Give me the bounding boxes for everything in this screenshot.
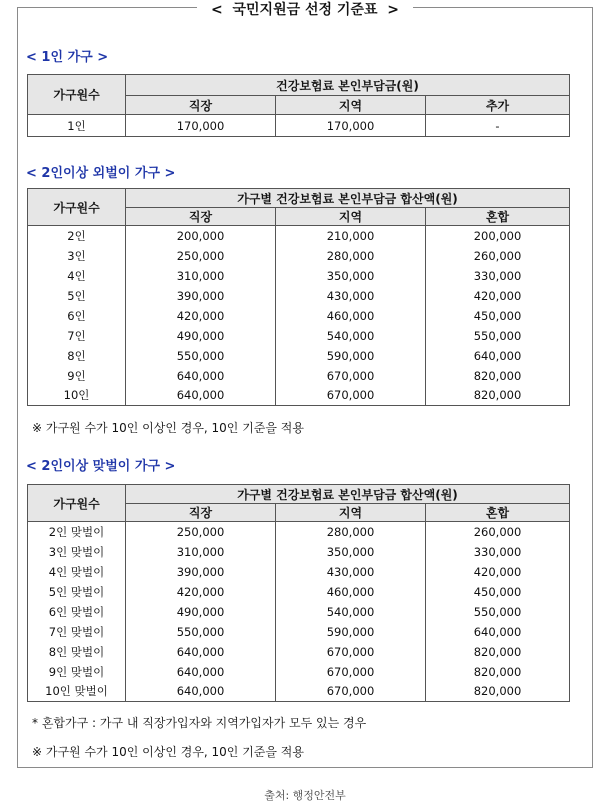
col-header: 혼합	[426, 504, 570, 522]
criteria-frame	[17, 2, 593, 768]
table-row: 8인 맞벌이 640,000 670,000 820,000	[28, 642, 570, 662]
table-row: 6인 420,000 460,000 450,000	[28, 306, 570, 326]
col-header: 혼합	[426, 208, 570, 226]
table-row: 9인 맞벌이 640,000 670,000 820,000	[28, 662, 570, 682]
table-row: 3인 맞벌이 310,000 350,000 330,000	[28, 542, 570, 562]
table-row: 5인 맞벌이 420,000 460,000 450,000	[28, 582, 570, 602]
section1-heading: < 1인 가구 >	[26, 50, 109, 65]
col-header: 직장	[126, 208, 276, 226]
col-header: 추가	[426, 96, 570, 115]
single-household-table	[27, 74, 570, 137]
col-header: 지역	[276, 504, 426, 522]
table-row: 7인 490,000 540,000 550,000	[28, 326, 570, 346]
table-row: 7인 맞벌이 550,000 590,000 640,000	[28, 622, 570, 642]
section2-heading: < 2인이상 외벌이 가구 >	[26, 166, 176, 181]
section3-note-mixed: * 혼합가구 : 가구 내 직장가입자와 지역가입자가 모두 있는 경우	[32, 716, 367, 730]
table-row: 2인 200,000 210,000 200,000	[28, 226, 570, 246]
row-header: 가구원수	[28, 189, 126, 226]
section3-note-limit: ※ 가구원 수가 10인 이상인 경우, 10인 기준을 적용	[32, 745, 304, 759]
row-header: 가구원수	[28, 485, 126, 522]
table-row: 8인 550,000 590,000 640,000	[28, 346, 570, 366]
table-row: 4인 310,000 350,000 330,000	[28, 266, 570, 286]
group-header: 건강보험료 본인부담금(원)	[126, 75, 570, 96]
table-row: 10인 맞벌이 640,000 670,000 820,000	[28, 682, 570, 702]
table-row: 3인 250,000 280,000 260,000	[28, 246, 570, 266]
table-row: 2인 맞벌이 250,000 280,000 260,000	[28, 522, 570, 542]
col-header: 직장	[126, 504, 276, 522]
col-header: 직장	[126, 96, 276, 115]
dual-earner-table	[27, 484, 570, 702]
source-caption: 출처: 행정안전부	[264, 789, 346, 802]
single-earner-table	[27, 188, 570, 406]
row-header: 가구원수	[28, 75, 126, 115]
table-row: 10인 640,000 670,000 820,000	[28, 386, 570, 406]
table-row: 1인 170,000 170,000 -	[28, 115, 570, 137]
group-header: 가구별 건강보험료 본인부담금 합산액(원)	[126, 485, 570, 504]
table-row: 9인 640,000 670,000 820,000	[28, 366, 570, 386]
col-header: 지역	[276, 96, 426, 115]
section2-note: ※ 가구원 수가 10인 이상인 경우, 10인 기준을 적용	[32, 421, 304, 435]
section3-heading: < 2인이상 맞벌이 가구 >	[26, 459, 176, 474]
col-header: 지역	[276, 208, 426, 226]
group-header: 가구별 건강보험료 본인부담금 합산액(원)	[126, 189, 570, 208]
table-row: 4인 맞벌이 390,000 430,000 420,000	[28, 562, 570, 582]
table-row: 5인 390,000 430,000 420,000	[28, 286, 570, 306]
table-row: 6인 맞벌이 490,000 540,000 550,000	[28, 602, 570, 622]
page-title: < 국민지원금 선정 기준표 >	[197, 0, 413, 19]
